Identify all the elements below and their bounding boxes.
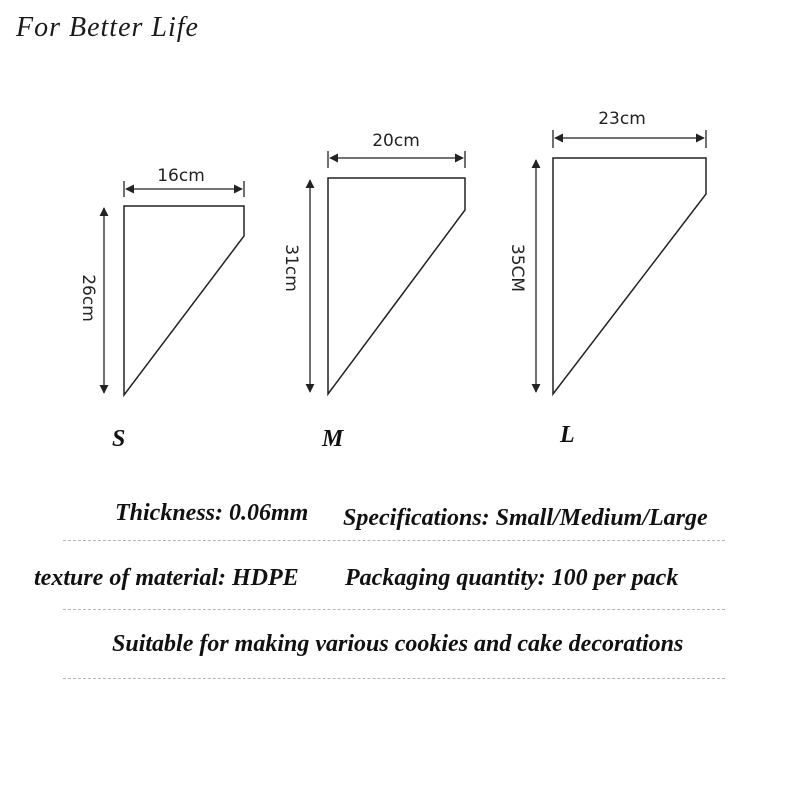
divider-3 (63, 678, 725, 679)
divider-1 (63, 540, 725, 541)
spec-packaging: Packaging quantity: 100 per pack (345, 565, 679, 591)
spec-suitable: Suitable for making various cookies and cake decorations (112, 631, 684, 657)
bag-medium-height-label: 31cm (281, 244, 301, 292)
bag-large (507, 109, 706, 448)
bag-large-height-label: 35CM (507, 243, 527, 293)
bag-small-size-label: S (112, 426, 126, 452)
bag-large-size-label: L (560, 422, 575, 448)
spec-specifications: Specifications: Small/Medium/Large (343, 505, 708, 531)
divider-2 (63, 609, 725, 610)
bag-large-outline (553, 158, 706, 394)
bag-small-height-label: 26cm (78, 274, 98, 322)
bag-medium-size-label: M (322, 426, 344, 452)
bag-small-outline (124, 206, 244, 395)
bag-medium-outline (328, 178, 465, 394)
bag-small (78, 166, 244, 452)
bag-medium (281, 131, 465, 452)
spec-material: texture of material: HDPE (34, 565, 299, 591)
bag-large-width-label: 23cm (598, 109, 646, 129)
bag-small-width-label: 16cm (157, 166, 205, 186)
brand-title: For Better Life (16, 12, 199, 43)
bag-medium-width-label: 20cm (372, 131, 420, 151)
spec-thickness: Thickness: 0.06mm (115, 500, 309, 526)
